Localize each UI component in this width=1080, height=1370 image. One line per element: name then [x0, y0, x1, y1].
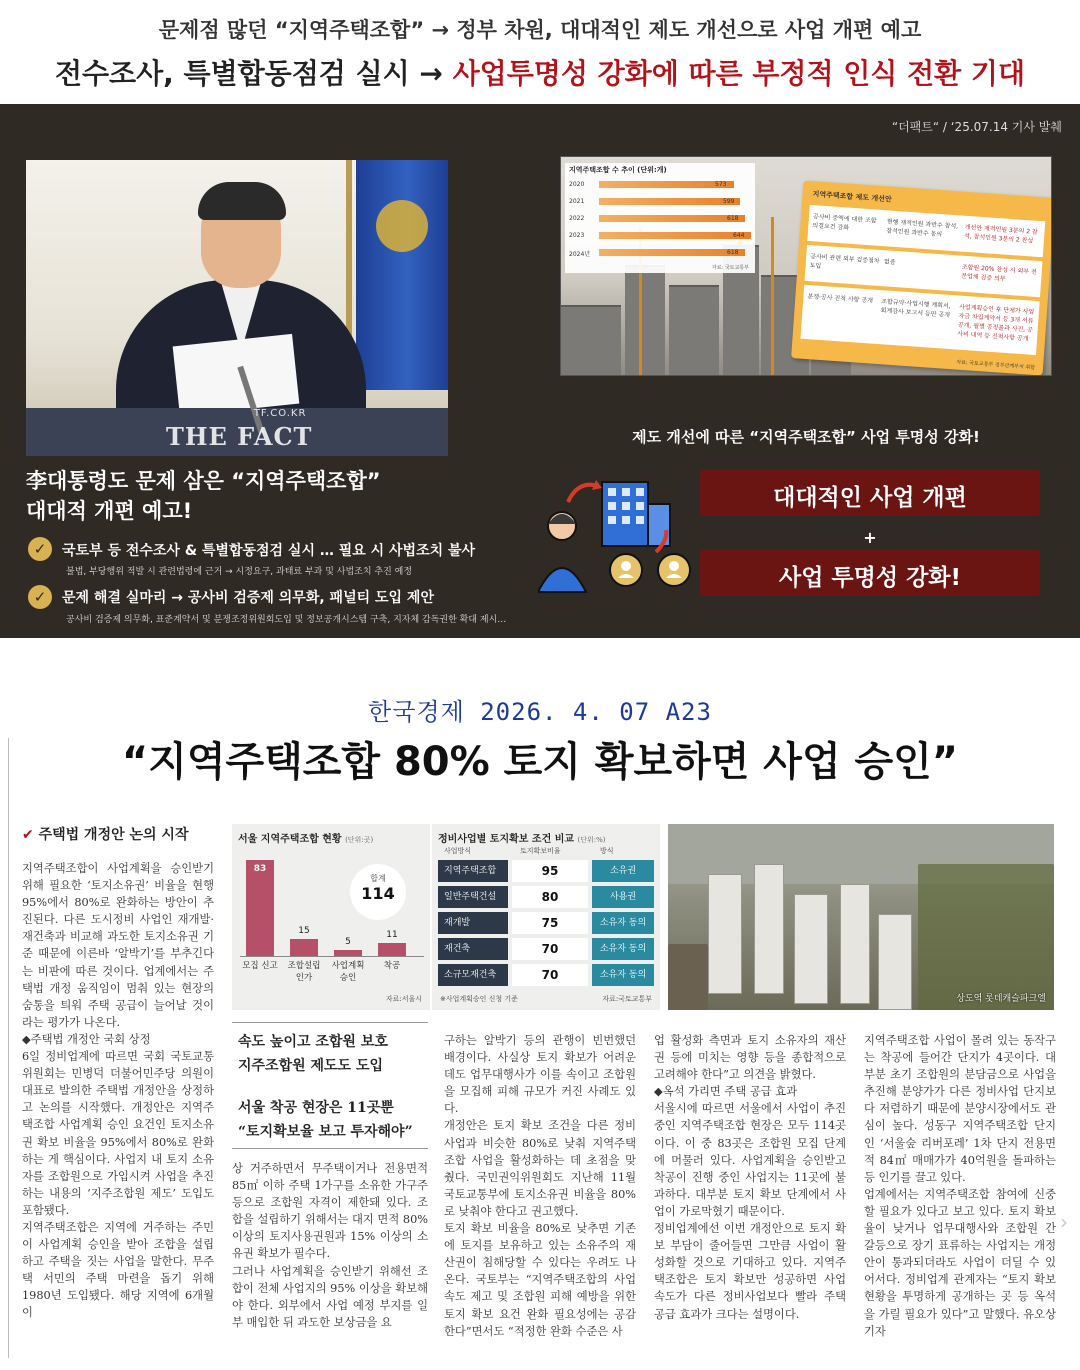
chart-title: 서울 지역주택조합 현황 (단위:곳) [238, 834, 374, 845]
year-label: 2023 [569, 232, 585, 239]
aerial-apartment-photo [668, 824, 1054, 1010]
president-photo [26, 160, 448, 456]
infographic-image [560, 156, 1052, 376]
table-header: 토지확보비율 [520, 847, 561, 855]
bullet-2: 문제 해결 실마리 → 공사비 검증제 의무화, 패널티 도입 제안 [62, 590, 434, 606]
chart-baseline [240, 956, 424, 957]
chart-bar [246, 860, 274, 956]
seoul-housing-chart [232, 824, 430, 1010]
chart-source: 자료:서울시 [385, 995, 422, 1003]
table-row: 재건축 70 소유자 동의 [438, 938, 650, 960]
chart-category-label: 조합설립 인가 [287, 961, 321, 983]
infographic-chart-source: 자료: 국토교통부 [711, 265, 749, 271]
article-column-4: 업 활성화 측면과 토지 소유자의 재산권 등에 미치는 영향 등을 종합적으로 고려해야 한다”고 의견을 밝혔다. ◆옥석 가리면 주택 공급 효과 서울시에 따르면 서울에서 사업이 추진 중인 지역주택조합 현장은 모두 114곳이다. 이 중 83곳은 조합원 모집 단계에 머물러 있다. 사업계획을 승인받고 착공이 진행 중인 사업지는 11곳에 불과하다. 대부분 토지 확보 단계에서 사업이 가로막혔기 때문이다. 정비업계에선 이번 개정안으로 토지 확보 부담이 줄어들면 그만큼 사업이 활성화할 것으로 기대하고 있다. 지역주택조합은 토지 확보만 성공하면 사업 속도가 다른 정비사업보다 빨라 주택 공급 효과가 크다는 설명이다. [654, 1034, 846, 1321]
chart-data-label: 5 [345, 937, 351, 948]
banner-caption: 제도 개선에 따른 “지역주택조합” 사업 투명성 강화! [632, 428, 980, 446]
year-label: 2024년 [569, 251, 591, 258]
article-column-2: 상 거주하면서 무주택이거나 전용면적 85㎡ 이하 주택 1가구를 소유한 가구주 등으로 조합원 자격이 제한돼 있다. 조합을 설립하기 위해서는 대지 면적 80% 이상의 토지사용권원과 15% 이상의 소유권 확보가 필수다. 그러나 사업계획을 승인받기 위해선 조합이 전체 사업지의 95% 이상을 확보해야 한다. 외부에서 사업 예정 부지를 일부 매입한 뒤 과도한 보상금을 요 [232, 1162, 428, 1329]
article-headline: “지역주택조합 80% 토지 확보하면 사업 승인” [121, 739, 959, 785]
infographic-chart-title: 지역주택조합 수 추이 (단위:개) [569, 166, 667, 174]
article-column-3: 구하는 알박기 등의 관행이 빈번했던 배경이다. 사실상 토지 확보가 어려운데도 업무대행사가 이를 속이고 조합원을 모집해 피해 규모가 커진 사례도 있다. 개정안은 토지 확보 조건을 다른 정비사업과 비슷한 80%로 낮춰 지역주택조합 사업을 활성화하는 데 초점을 맞췄다. 국민권익위원회도 지난해 11월 국토교통부에 토지소유권 비율을 80%로 낮춰야 한다고 권고했다. 토지 확보 비율을 80%로 낮추면 기존에 토지를 보유하고 있는 소유주의 재산권이 침해당할 수 있다는 우려도 나온다. 국토부는 “지역주택조합의 사업 속도 제고 및 조합원 피해 예방을 위한 토지 확보 요건 완화 필요성에는 공감한다”면서도 “적정한 완화 수준은 사 [444, 1034, 636, 1338]
top-header [0, 0, 1080, 104]
emblem-graphic [376, 200, 428, 252]
infographic-bar [599, 249, 745, 256]
chart-bar [290, 939, 318, 956]
article-source: “더팩트“ / ‘25.07.14 기사 발췌 [891, 120, 1062, 134]
year-label: 2021 [569, 198, 585, 205]
article-column-5: 지역주택조합 사업이 몰려 있는 동작구는 착공에 들어간 단지가 4곳이다. 대부분 초기 조합원의 분담금으로 사업을 추진해 분양가가 다른 정비사업 단지보다 저렴하기 때문에 분양시장에서도 관심이 높다. 성동구 지역주택조합 단지인 ‘서울숲 리버포레’ 1차 단지 전용면적 84㎡ 매매가가 40억원을 돌파하는 등 인기를 끌고 있다. 업계에서는 지역주택조합 참여에 신중할 필요가 있다고 보고 있다. 토지 확보율이 낮거나 업무대행사와 조합원 간 갈등으로 장기 표류하는 사업지는 개정안이 통과되더라도 사업이 더딜 수 있어서다. 정비업계 관계자는 “토지 확보 현황을 투명하게 공개하는 곳 등 옥석을 가릴 필요가 있다”고 말했다. 유오상 기자 [864, 1034, 1056, 1338]
improvement-row: 분쟁·공사 진척 사항 공개 조합규약·사업시행 계획서, 회계감사 보고서 등만 공개 사업계획승인 후 단계가 사업 자금 차입계약서 등 3개 서류 공개, 월별 공정률과 사진, 공사비 내역 등 진척사항 공개 [800, 285, 1039, 355]
table-row: 소규모재건축 70 소유자 동의 [438, 964, 650, 986]
chart-total-badge: 합계 114 [350, 864, 406, 920]
table-header: 사업방식 [444, 847, 472, 855]
table-row: 재개발 75 소유자 동의 [438, 912, 650, 934]
clipping-edge-divider [8, 738, 9, 1358]
table-source: 자료:국토교통부 [602, 995, 652, 1003]
table-title: 정비사업별 토지확보 조건 비교 (단위:%) [438, 834, 606, 845]
article-column-1: 지역주택조합이 사업계획을 승인받기 위해 필요한 ‘토지소유권’ 비율을 현행 95%에서 80%로 완화하는 방안이 추진된다. 다른 도시정비 사업인 재개발·재건축과 비교해 과도한 토지소유권 기준 때문에 이른바 ‘알박기’를 부추긴다는 비판에 따른 것이다. 업계에서는 주택법 개정 움직임이 멈춰 있는 현장의 숨통을 틔워 주택 공급이 늘어날 것이라는 평가가 나온다. ◆주택법 개정안 국회 상정 6일 정비업계에 따르면 국회 국토교통위원회는 민병덕 더불어민주당 의원이 대표로 발의한 주택법 개정안을 상정하고 논의를 시작했다. 개정안은 지역주택조합 사업계획 승인 요건인 토지소유권 확보 비율을 95%에서 80%로 완화하는 게 핵심이다. 사업지 내 토지 소유자를 조합원으로 가입시켜 사업을 추진하는 내용의 ‘지주조합원 제도’ 도입도 포함됐다. 지역주택조합은 지역에 거주하는 주민이 사업계획 승인을 받아 조합을 설립하고 주택을 짓는 사업을 말한다. 무주택 서민의 주택 마련을 돕기 위해 1980년 도입됐다. 해당 지역에 6개월 이 [22, 862, 214, 1320]
photo-watermark-text: THE FACT [166, 422, 313, 451]
infographic-bar-value: 618 [727, 249, 739, 256]
infographic-bar [599, 215, 745, 222]
bullet-1: 국토부 등 전수조사 & 특별합동점검 실시 … 필요 시 사법조치 불사 [62, 543, 476, 559]
header-line-2-red: 사업투명성 강화에 따른 부정적 인식 전환 기대 [452, 57, 1026, 90]
infographic-bar-value: 573 [715, 181, 727, 188]
land-ratio-table [432, 824, 660, 1010]
header-line-1: 문제점 많던 “지역주택조합” → 정부 차원, 대대적인 제도 개선으로 사업 개편 예고 [158, 18, 922, 42]
table-footnote: ※사업계획승인 신청 기준 [440, 995, 518, 1003]
table-header: 방식 [600, 847, 614, 855]
check-badge-icon: ✓ [28, 537, 52, 561]
chart-category-label: 사업계획 승인 [331, 961, 365, 983]
infographic-bar-value: 599 [723, 198, 735, 205]
chart-category-label: 착공 [383, 961, 401, 971]
header-line-2 [0, 52, 1080, 92]
photo-watermark [166, 408, 313, 451]
chevron-right-icon[interactable]: › [1060, 1210, 1068, 1234]
chart-data-label: 83 [253, 864, 267, 874]
year-label: 2020 [569, 181, 585, 188]
check-badge-icon: ✓ [28, 585, 52, 609]
subhead-rule [232, 1148, 428, 1149]
header-line-2-black: 전수조사, 특별합동점검 실시 → [54, 57, 453, 90]
improvement-card-source: 자료: 국토교통부 정부관계부처 취합 [956, 359, 1036, 372]
newspaper-masthead: 한국경제 2026. 4. 07 A23 [368, 698, 712, 726]
chart-bar [334, 950, 362, 956]
improvement-card [791, 180, 1052, 375]
banner-title-line-2: 대대적 개편 예고! [26, 499, 193, 523]
news-banner [0, 104, 1080, 638]
year-label: 2022 [569, 215, 585, 222]
section-label [22, 824, 188, 844]
chart-bar [378, 943, 406, 956]
bullet-2-sub: 공사비 검증제 의무화, 표준계약서 및 분쟁조정위원회도입 및 정보공개시스템 구축, 지자체 감독권한 확대 제시… [66, 615, 507, 625]
subhead-2: 서울 착공 현장은 11곳뿐 “토지확보율 보고 투자해야” [238, 1100, 413, 1140]
subhead-1: 속도 높이고 조합원 보호 지주조합원 제도도 도입 [238, 1034, 388, 1074]
improvement-row: 공사비 증액에 대한 조합 의결요건 강화 현행 재적인원 과반수 참석, 참석인원 과반수 동의 개선안 재적인원 3분의 2 참석, 참석인원 3분의 2 찬성 [807, 205, 1045, 257]
photo-caption: 상도역 롯데캐슬파크엘 [956, 994, 1046, 1004]
infographic-bar [599, 198, 740, 205]
subhead-rule [232, 1022, 428, 1023]
chart-data-label: 11 [386, 930, 398, 941]
infographic-bar [599, 232, 751, 239]
table-row: 지역주택조합 95 소유권 [438, 860, 650, 882]
chart-category-label: 모집 신고 [242, 961, 278, 971]
swash-text-1: 대대적인 사업 개편 [773, 485, 967, 511]
infographic-bar-value: 618 [727, 215, 739, 222]
flag-graphic [356, 160, 448, 390]
banner-title [26, 466, 456, 526]
swash-text-2: 사업 투명성 강화! [778, 565, 962, 591]
bullet-1-sub: 불법, 부당행위 적발 시 관련법령에 근거 → 시정요구, 과태료 부과 및 사법조치 추진 예정 [66, 567, 413, 577]
infographic-bar-value: 644 [733, 232, 745, 239]
chart-data-label: 15 [298, 925, 310, 936]
checkmark-icon: ✔ [22, 827, 34, 843]
section-label-text: 주택법 개정안 논의 시작 [38, 827, 189, 843]
table-row: 일반주택건설 80 사용권 [438, 886, 650, 908]
infographic-bar [599, 181, 734, 188]
infographic-chart [565, 163, 755, 273]
photo-watermark-small: TF.CO.KR [253, 408, 307, 419]
banner-title-line-1: 李대통령도 문제 삼은 “지역주택조합” [26, 469, 381, 493]
people-building-illustration-icon [538, 474, 708, 594]
improvement-card-title: 지역주택조합 제도 개선안 [812, 190, 892, 204]
plus-sign: + [863, 528, 877, 547]
improvement-row: 공사비 관련 외부 검증절차 도입 없음 조합원 20% 찬성 시 외부 전문업체 검증 의무 [805, 245, 1043, 297]
